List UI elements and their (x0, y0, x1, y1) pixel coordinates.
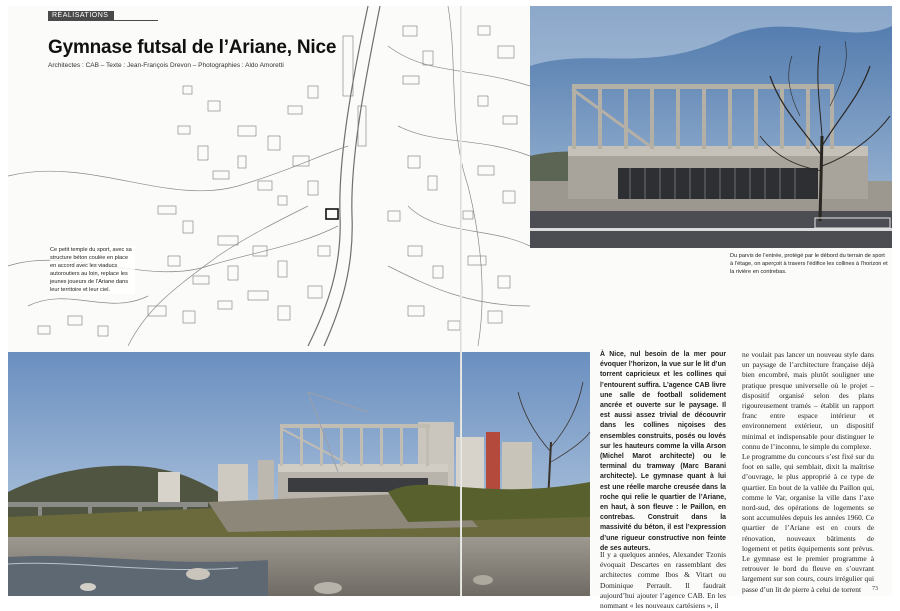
article-lead-paragraph: À Nice, nul besoin de la mer pour évoquer l’horizon, la vue sur le lit d’un torrent capricieux et les collines qui l’entourent suffira. L’agence CAB livre une salle de football solidement ancrée et ouverte sur le paysage. Il est aussi assez trivial de découvrir dans les collines niçoises des ensembles construits, posés ou lovés sur les hauteurs comme la villa Arson (Michel Marot architecte) ou le terminal du tramway (Marc Barani architecte). Le gymnase quant à lui est une réelle marche creusée dans la roche qui relie le quartier de l’Ariane, en haut, à son fleuve : le Paillon, en contrebas. Construit dans la massivité du béton, il est l’expression d’une rigueur constructive non feinte de ses auteurs. (600, 351, 726, 552)
page-gutter (460, 6, 462, 596)
magazine-spread (8, 6, 892, 611)
article-credits: Architectes : CAB – Texte : Jean-François Drevon – Photographies : Aldo Amoretti (48, 62, 284, 69)
photo-top-caption: Du parvis de l’entrée, protégé par le débord du terrain de sport à l’étage, on aperçoit à travers l’édifice les collines à l’horizon et la rivière en contrebas. (730, 253, 888, 275)
section-tag: RÉALISATIONS (48, 11, 114, 20)
page-number: 73 (872, 586, 878, 592)
photo-riverside-image (8, 352, 590, 596)
site-plan-map (8, 6, 530, 346)
project-site-marker (326, 209, 338, 219)
photo-front-image (530, 6, 892, 248)
article-column-1 (600, 550, 726, 611)
article-column-2 (742, 350, 874, 595)
article-paragraph: ne voulait pas lancer un nouveau style dans un paysage de l’architecture française déjà bien encombré, mais plutôt souligner une pratique presque universelle où le projet – dispositif organisé selon des plans rigoureusement tramés – établit un rapport franc entre espace intérieur et environnement extérieur, un dispositif minimal et indispensable pour distinguer le connu de l’inconnu, le simple du complexe. (742, 350, 874, 451)
article-lead (600, 350, 726, 554)
article-paragraph: Il y a quelques années, Alexander Tzonis évoquait Descartes en rassemblant des architectes comme Ibos & Vitart ou Dominique Perrault. Il faudrait aujourd’hui ajouter l’agence CAB. En les nommant « les nouveaux cartésiens », il (600, 550, 726, 611)
article-paragraph: Le programme du concours s’est fixé sur du foot en salle, qui semblait, dixit la maîtrise d’ouvrage, le plus approprié à ce type de quartier. En bout de la vallée du Paillon qui, comme le Var, organise la ville dans l’axe nord-sud, des opérations de logements se sont accumulées depuis les années 1960. Ce quartier de l’Ariane est en cours de rénovation, nouveaux bâtiments de logement et petits équipements sont prévus. Le gymnase est le premier programme à retrouver le bord du fleuve en s’ouvrant largement sur son cours, cours irrégulier qui passe d’un lit de pierre à celui de torrent (742, 452, 874, 594)
gymnasium-photo-riverside (8, 352, 590, 596)
article-title: Gymnase futsal de l’Ariane, Nice (48, 37, 337, 58)
gymnasium-photo-front (530, 6, 892, 248)
map-caption: Ce petit temple du sport, avec sa structure béton coulée en place en accord avec les viaducs autoroutiers au loin, replace les jeunes joueurs de l’Ariane dans leur territoire et leur ciel. (50, 246, 135, 294)
section-rule (48, 20, 158, 21)
